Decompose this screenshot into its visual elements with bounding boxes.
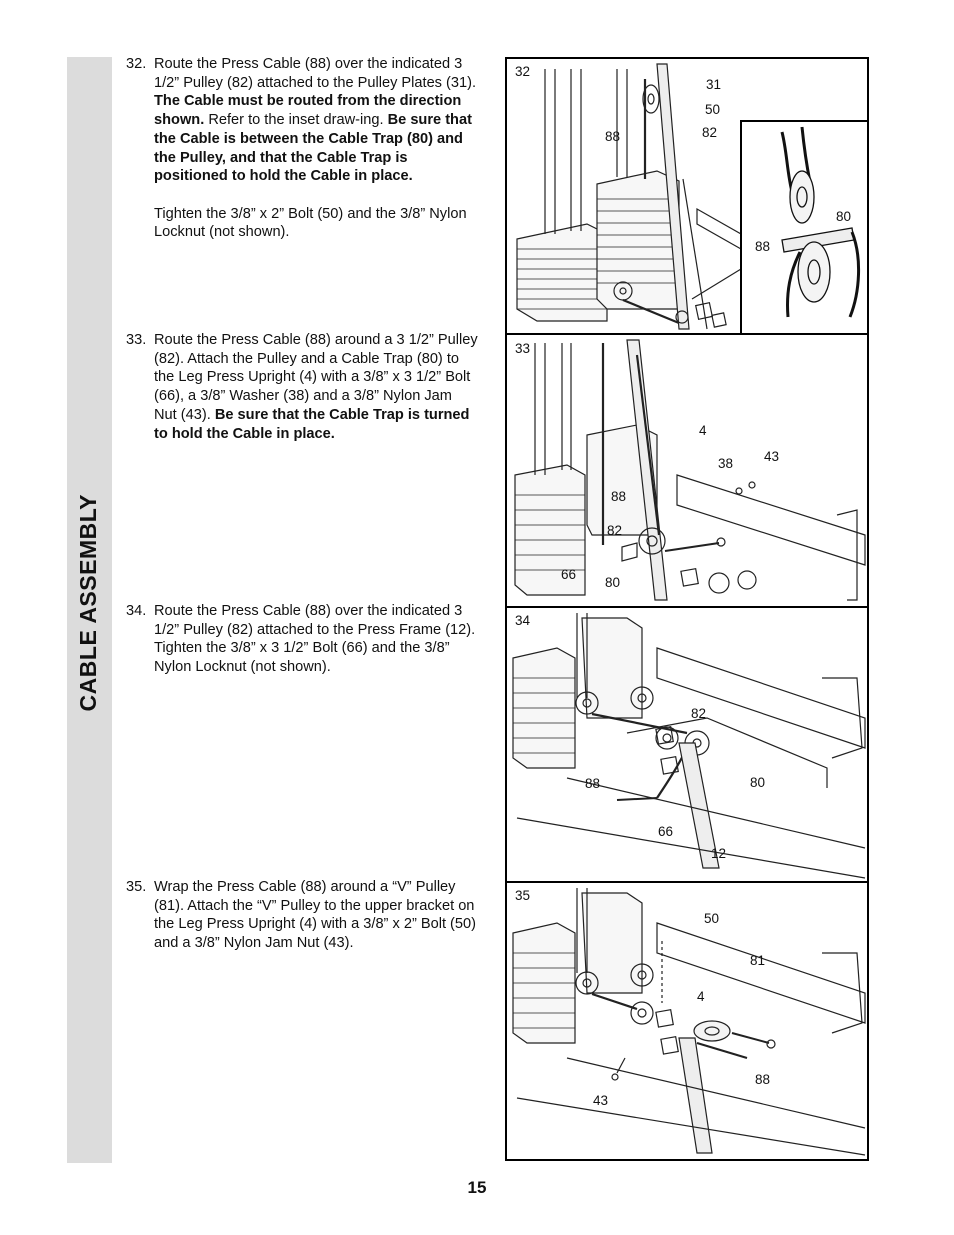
figure-33-label: 33 (515, 341, 531, 356)
callout-80: 80 (750, 775, 766, 790)
step-body (154, 602, 478, 677)
step-paragraph (154, 205, 478, 242)
figure-32-inset (740, 120, 867, 335)
step-paragraph (154, 878, 478, 953)
figure-32-label: 32 (515, 64, 531, 79)
inset-callout-88: 88 (755, 239, 771, 254)
step-text: Refer to the inset draw-ing. (204, 112, 388, 129)
callout-82: 82 (702, 125, 718, 140)
figure-34-drawing (507, 608, 867, 883)
callout-50: 50 (704, 911, 720, 926)
step-33 (126, 331, 478, 443)
step-paragraph (154, 602, 478, 677)
step-32 (126, 55, 478, 242)
callout-38: 38 (718, 456, 734, 471)
step-text: Wrap the Press Cable (88) around a “V” Pulley (81). Attach the “V” Pulley to the upper bracket on the Leg Press Upright (4) with a 3/8” x 2” Bolt (50) and a 3/8” Nylon Jam Nut (43). (154, 879, 477, 952)
callout-4: 4 (697, 989, 705, 1004)
callout-66: 66 (658, 824, 674, 839)
sidebar-band (67, 57, 112, 1163)
callout-82: 82 (607, 523, 623, 538)
step-body (154, 55, 478, 242)
callout-50: 50 (705, 102, 721, 117)
callout-80: 80 (605, 575, 621, 590)
callout-81: 81 (750, 953, 766, 968)
callout-66: 66 (561, 567, 577, 582)
step-text-bold: Be sure that the Cable is between the Cable Trap (80) and the Pulley, and that the Cable Trap is positioned to hold the Cable in place. (154, 112, 472, 185)
figure-35-label: 35 (515, 888, 531, 903)
figure-frame (505, 57, 869, 1161)
figure-32 (507, 59, 867, 335)
step-number: 34. (126, 603, 147, 619)
callout-43: 43 (593, 1093, 609, 1108)
figure-34 (507, 608, 867, 883)
callout-88: 88 (755, 1072, 771, 1087)
callout-4: 4 (699, 423, 707, 438)
figure-35 (507, 883, 867, 1161)
step-text-bold: The Cable must be routed from the direction shown. (154, 93, 462, 129)
step-text: Route the Press Cable (88) over the indicated 3 1/2” Pulley (82) attached to the Pulley Plates (31). (154, 56, 477, 91)
callout-88: 88 (605, 129, 621, 144)
figure-35-drawing (507, 883, 867, 1161)
step-text: Route the Press Cable (88) over the indicated 3 1/2” Pulley (82) attached to the Press Frame (12). Tighten the 3/8” x 3 1/2” Bolt (66) and the 3/8” Nylon Locknut (not shown). (154, 603, 476, 676)
step-body (154, 331, 478, 443)
step-text: Route the Press Cable (88) around a 3 1/2” Pulley (82). Attach the Pulley and a Cable Trap (80) to the Leg Press Upright (4) with a 3/8” x 3 1/2” Bolt (66), a 3/8” Washer (38) and a 3/8” Nylon Jam Nut (43). (154, 332, 478, 423)
callout-12: 12 (711, 846, 727, 861)
callout-31: 31 (706, 77, 722, 92)
step-number: 35. (126, 879, 147, 895)
page-number: 15 (467, 1178, 487, 1197)
section-title: CABLE ASSEMBLY (75, 493, 101, 711)
step-text-bold: Be sure that the Cable Trap is turned to hold the Cable in place. (154, 406, 470, 442)
step-text: Tighten the 3/8” x 2” Bolt (50) and the 3/8” Nylon Locknut (not shown). (154, 205, 467, 241)
callout-88: 88 (611, 489, 627, 504)
step-number: 32. (126, 56, 147, 72)
step-paragraph (154, 55, 478, 186)
inset-drawing (742, 122, 867, 333)
step-34 (126, 602, 478, 677)
figure-34-label: 34 (515, 613, 531, 628)
inset-callout-80: 80 (836, 209, 852, 224)
callout-43: 43 (764, 449, 780, 464)
step-paragraph (154, 331, 478, 443)
step-number: 33. (126, 332, 147, 348)
step-35 (126, 878, 478, 953)
callout-88: 88 (585, 776, 601, 791)
step-body (154, 878, 478, 953)
figure-33 (507, 335, 867, 608)
callout-82: 82 (691, 706, 707, 721)
